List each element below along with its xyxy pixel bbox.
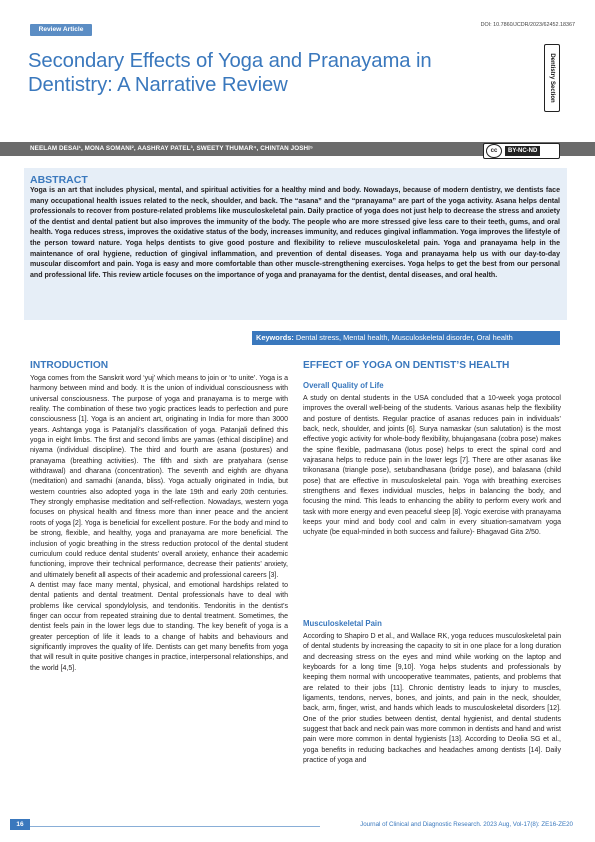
article-title: Secondary Effects of Yoga and Pranayama in Dentistry: A Narrative Review <box>28 50 432 96</box>
abstract-heading: ABSTRACT <box>30 174 88 186</box>
quality-of-life-subheading: Overall Quality of Life <box>303 381 384 390</box>
license-badge[interactable] <box>483 143 560 159</box>
introduction-body <box>30 374 288 674</box>
section-label: Dentistry Section <box>549 53 555 103</box>
keywords-label: Keywords: <box>256 333 294 342</box>
page-number: 16 <box>10 819 30 830</box>
article-type-badge: Review Article <box>30 24 92 36</box>
introduction-paragraph-1: Yoga comes from the Sanskrit word ‘yuj’ which means to join or ‘to unite’. Yoga is a harmony between mind and body. It is the union of individual consciousness with universal consciousness. The purpose of yoga and pranayama is to merge with reality. The combination of these two yogic practices leads to perfection and pure consciousness [1]. Yoga is an ancient art, originating in India for more than 3000 years. Ashtanga yoga is Patanjali’s classification of yoga. Patanjali defined this yoga in eight limbs. The first and second limbs are yamas (ethical discipline) and niyama (individual discipline). The third and fourth are asana (postures) and pranayama (breathing activities). The fifth and sixth are pratyahara (sense withdrawal) and dharana (concentration). The seventh and eighth are dhyana (meditation) and samadhi (ananda, bliss). Yoga actually originated in India, but western countries also adopted yoga in the late 19th and early 20th centuries. They strongly emphasise meditation and self-reflection. Nowadays, western yoga focuses on physical health and fitness more than inner peace and the ancient roots of yoga [2]. Yoga is beneficial for excellent posture. For the body and mind to be strong, flexible, and healthy, yoga and pranayama are more beneficial. The inclusion of yogic breathing in the stress reduction protocol of the dental student curriculum could reduce dental students’ overall anxiety, enhance their academic functioning, improve their technical performance, decrease their patients’ anxiety, and ultimately benefit all aspects of their academic and professional careers [3]. <box>30 375 288 579</box>
abstract-text: Yoga is an art that includes physical, mental, and spiritual activities for a healthy mind and body. Nowadays, because of modern dentistry, we dentists face many occupational health issues related to the neck, shoulder, and back. The “asana” and the “pranayama” are part of the yoga activity. Asana helps dental professionals to recover from posture-related problems like musculoskeletal pain. Daily practice of yoga does not just help to decrease the stress and anxiety of the dentist and dental patient but also improves the immunity of the body. The people who are more stressed give less care to their teeth, gums, and oral health. Yoga reduces stress, improves the oxidative status of the body, increases immunity, and reduces gingival inflammation. Yoga improves the lifestyle of the person toward nature. Yoga helps dentists to give good posture and flexibility to relieve musculoskeletal pain. Yoga and pranayama help in the maintenance of oral hygiene, reduction of gingival inflammation, and prevention of dental diseases. Yoga and pranayama help us with our day-to-day muscular discomfort and pain. Yoga is easy and more comfortable than other muscle-strengthening exercises. Yoga helps to get the best from our personal and professional life. This review article focuses on the importance of yoga and pranayama for the dentist, dental diseases, and oral health. <box>30 187 560 279</box>
quality-of-life-paragraph: A study on dental students in the USA concluded that a 10-week yoga protocol improves the overall well-being of the students. Various asanas help the flexibility and posture of dentists. Regular practice of asanas reduces pain in individuals’ back, neck, shoulder, and joints [6]. Surya namaskar (sun salutation) is the most effective yogic activity for whole-body flexibility, bhujangasana (cobra pose) makes the spine flexible, padmasana (lotus pose) helps to erect the spinal cord and vajrasana helps to reduce pain in the lower legs [7]. There are other asanas like trikonasana (triangle pose), setubandhasana (bridge pose), and balasana (child pose) that are effective in musculoskeletal pain. Yoga with breathing exercises strengthens and flexes individual muscles, helps in balancing the body, and focusing the mind. This leads to enhancing the ability to perform every work and task with more energy and even peaceful sleep [8]. Yogic exercise with pranayama keeps your mind and body cool and calm in every situation-samatvam yoga uchyate (be equal-minded in both success and failure)- Bhagavad Gita 2/50. <box>303 395 561 537</box>
section-tab <box>544 44 560 112</box>
journal-citation: Journal of Clinical and Diagnostic Research. 2023 Aug, Vol-17(8): ZE16-ZE20 <box>360 821 573 828</box>
keywords-text: Dental stress, Mental health, Musculoskeletal disorder, Oral health <box>295 333 513 342</box>
cc-icon: cc <box>486 144 502 158</box>
footer-divider <box>30 826 320 827</box>
musculoskeletal-paragraph: According to Shapiro D et al., and Wallace RK, yoga reduces musculoskeletal pain of dental students by increasing the capacity to sit in one place for a long duration and decreasing stress on the eyes and mind while working on the laptop and keyboards for a long time [9,10]. Yoga helps students and professionals by keeping them normal with uncooperative teammates, patients, and problems that are related to their jobs [11]. Chronic dentistry leads to injury to muscles, ligaments, tendons, nerves, bones, and joints, and pain in the neck, shoulder, back, arm, finger, wrist, and hands which leads to musculoskeletal disorders [12]. One of the prior studies between dentist, dental hygienist, and dental students suggest that back and neck pain was more common in dentists and hand and wrist pain were more common in dental hygienists [13]. According to Deolia SG et al., yoga benefits in reducing backaches and headaches among dentists [14]. Daily practice of yoga and <box>303 633 561 765</box>
author-list: NEELAM DESAI¹, MONA SOMANI², AASHRAY PATEL³, SWEETY THUMAR⁴, CHINTAN JOSHI⁵ <box>30 145 314 152</box>
doi[interactable]: DOI: 10.7860/JCDR/2023/62452.18367 <box>480 22 575 28</box>
introduction-heading: INTRODUCTION <box>30 360 109 371</box>
license-terms: BY-NC-ND <box>505 146 540 156</box>
effect-heading: EFFECT OF YOGA ON DENTIST’S HEALTH <box>303 360 510 371</box>
introduction-paragraph-2: A dentist may face many mental, physical, and emotional hardships related to dental patients and dental treatment. Dental professionals have to deal with problems like cervical spondylolysis, and tendonitis. Tendonitis in the dentist’s finger can occur from repeated straining due to dental treatment. Sometimes, the dentist feels pain in the lower legs due to standing. The key benefit of yoga is a greater perception of life it leads to a change of habits and behaviours and significantly improves the quality of life. Dentists can get many benefits from yoga that will result in quite positive changes in practice, interpersonal relationships, and the world [4,5]. <box>30 581 288 672</box>
musculoskeletal-subheading: Musculoskeletal Pain <box>303 619 382 628</box>
keywords-bar <box>252 331 560 345</box>
